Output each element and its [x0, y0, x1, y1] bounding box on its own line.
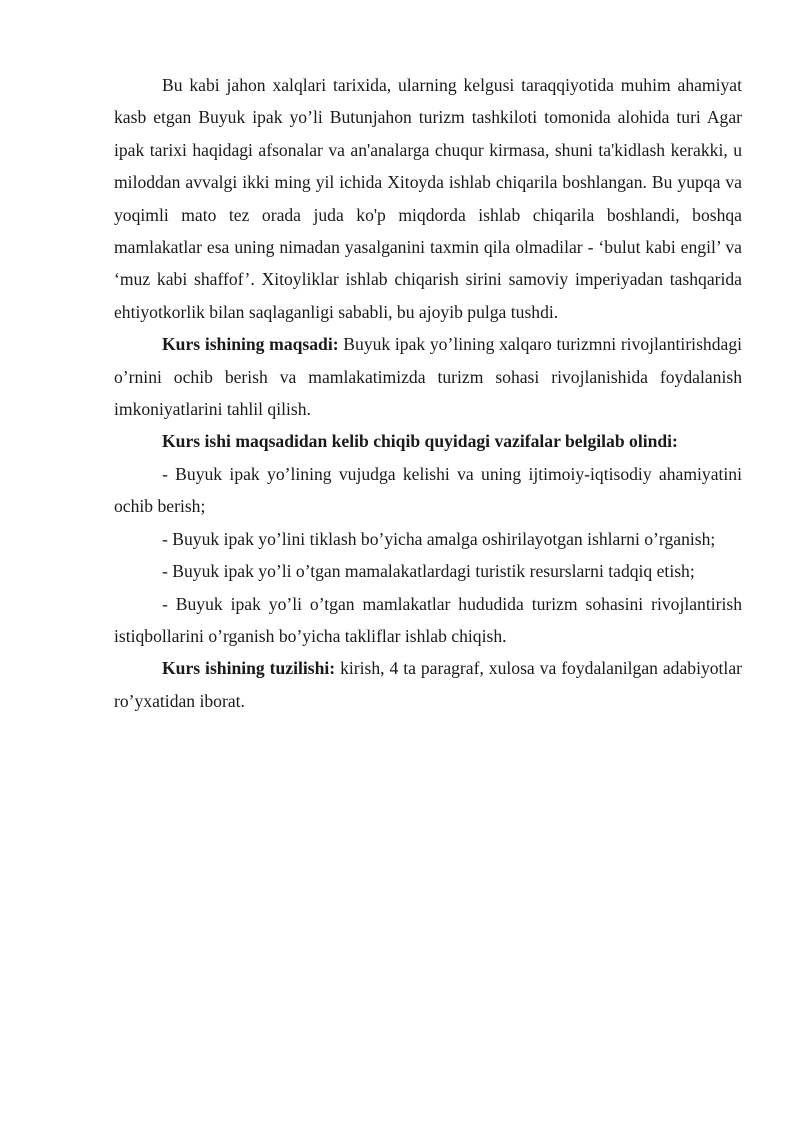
structure-text: kirish, 4 ta paragraf, xulosa va foydalanilgan adabiyotlar ro’yxatidan iborat. — [114, 658, 742, 711]
structure-paragraph — [114, 652, 742, 717]
task-item: - Buyuk ipak yo’lining vujudga kelishi va uning ijtimoiy-iqtisodiy ahamiyatini ochib berish; — [114, 463, 742, 517]
goal-label: Kurs ishining maqsadi: — [162, 334, 339, 355]
intro-paragraph: Bu kabi jahon xalqlari tarixida, ularning kelgusi taraqqiyotida muhim ahamiyat kasb etgan Buyuk ipak yo’li Butunjahon turizm tashkiloti tomonida alohida turi Agar ipak tarixi haqidagi afsonalar va an'analarga chuqur kirmasa, shuni ta'kidlash kerakki, u miloddan avvalgi ikki ming yil ichida Xitoyda ishlab chiqarila boshlangan. Bu yupqa va yoqimli mato tez orada juda ko'p miqdorda ishlab chiqarila boshlandi, boshqa mamlakatlar esa uning nimadan yasalganini taxmin qila olmadilar - ‘bulut kabi engil’ va ‘muz kabi shaffof’. Xitoyliklar ishlab chiqarish sirini samoviy imperiyadan tashqarida ehtiyotkorlik bilan saqlaganligi sababli, bu ajoyib pulga tushdi. — [114, 75, 742, 322]
goal-text: Buyuk ipak yo’lining xalqaro turizmni rivojlantirishdagi o’rnini ochib berish va mamlakatimizda turizm sohasi rivojlanishida foydalanish imkoniyatlarini tahlil qilish. — [114, 334, 742, 420]
task-item: - Buyuk ipak yo’lini tiklash bo’yicha amalga oshirilayotgan ishlarni o’rganish; — [162, 528, 716, 549]
structure-label: Kurs ishining tuzilishi: — [162, 658, 336, 679]
tasks-heading: Kurs ishi maqsadidan kelib chiqib quyidagi vazifalar belgilab olindi: — [162, 431, 678, 452]
document-page — [114, 69, 742, 717]
task-item: - Buyuk ipak yo’li o’tgan mamlakatlar hududida turizm sohasini rivojlantirish istiqbollarini o’rganish bo’yicha takliflar ishlab chiqish. — [114, 593, 742, 646]
goal-paragraph — [114, 328, 742, 425]
task-item: - Buyuk ipak yo’li o’tgan mamalakatlardagi turistik resurslarni tadqiq etish; — [162, 561, 695, 582]
